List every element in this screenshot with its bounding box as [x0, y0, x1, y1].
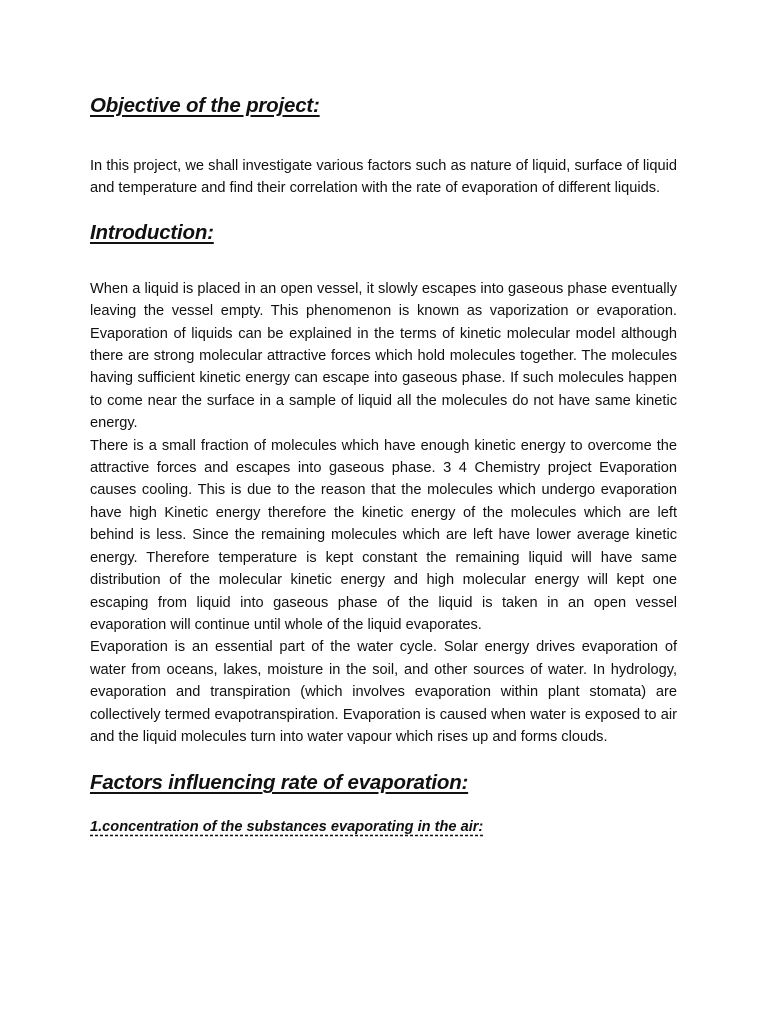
factors-heading: Factors influencing rate of evaporation: — [90, 771, 469, 795]
introduction-paragraph-2: There is a small fraction of molecules which have enough kinetic energy to overcome the attractive forces and escapes into gaseous phase. 3 4 Chemistry project Evaporation causes cooling. This is due to the reason that the molecules which undergo evaporation have high Kinetic energy therefore the kinetic energy of the molecules which are left behind is less. Since the remaining molecules which are left have lower average kinetic energy. Therefore temperature is kept constant the remaining liquid will have same distribution of the molecular kinetic energy and high molecular energy will kept one escaping from liquid into gaseous phase of the liquid is taken in an open vessel evaporation will continue until whole of the liquid evaporates. — [90, 437, 677, 633]
introduction-heading: Introduction: — [90, 220, 214, 244]
introduction-paragraph-3: Evaporation is an essential part of the water cycle. Solar energy drives evaporation of water from oceans, lakes, moisture in the soil, and other sources of water. In hydrology, evaporation and transpiration (which involves evaporation within plant stomata) are collectively termed evapotranspiration. Evaporation is caused when water is exposed to air and the liquid molecules turn into water vapour which rises up and forms clouds. — [90, 639, 677, 745]
factor-1-heading: 1.concentration of the substances evaporating in the air: — [90, 819, 484, 836]
objective-paragraph: In this project, we shall investigate various factors such as nature of liquid, surface of liquid and temperature and find their correlation with the rate of evaporation of different liquids. — [90, 158, 677, 197]
document-body — [90, 92, 677, 838]
introduction-paragraph-1: When a liquid is placed in an open vessel, it slowly escapes into gaseous phase eventually leaving the vessel empty. This phenomenon is known as vaporization or evaporation. Evaporation of liquids can be explained in the terms of kinetic molecular model although there are strong molecular attractive forces which hold molecules together. The molecules having sufficient kinetic energy can escape into gaseous phase. If such molecules happen to come near the surface in a sample of liquid all the molecules do not have same kinetic energy. — [90, 280, 677, 432]
objective-heading: Objective of the project: — [90, 94, 320, 117]
